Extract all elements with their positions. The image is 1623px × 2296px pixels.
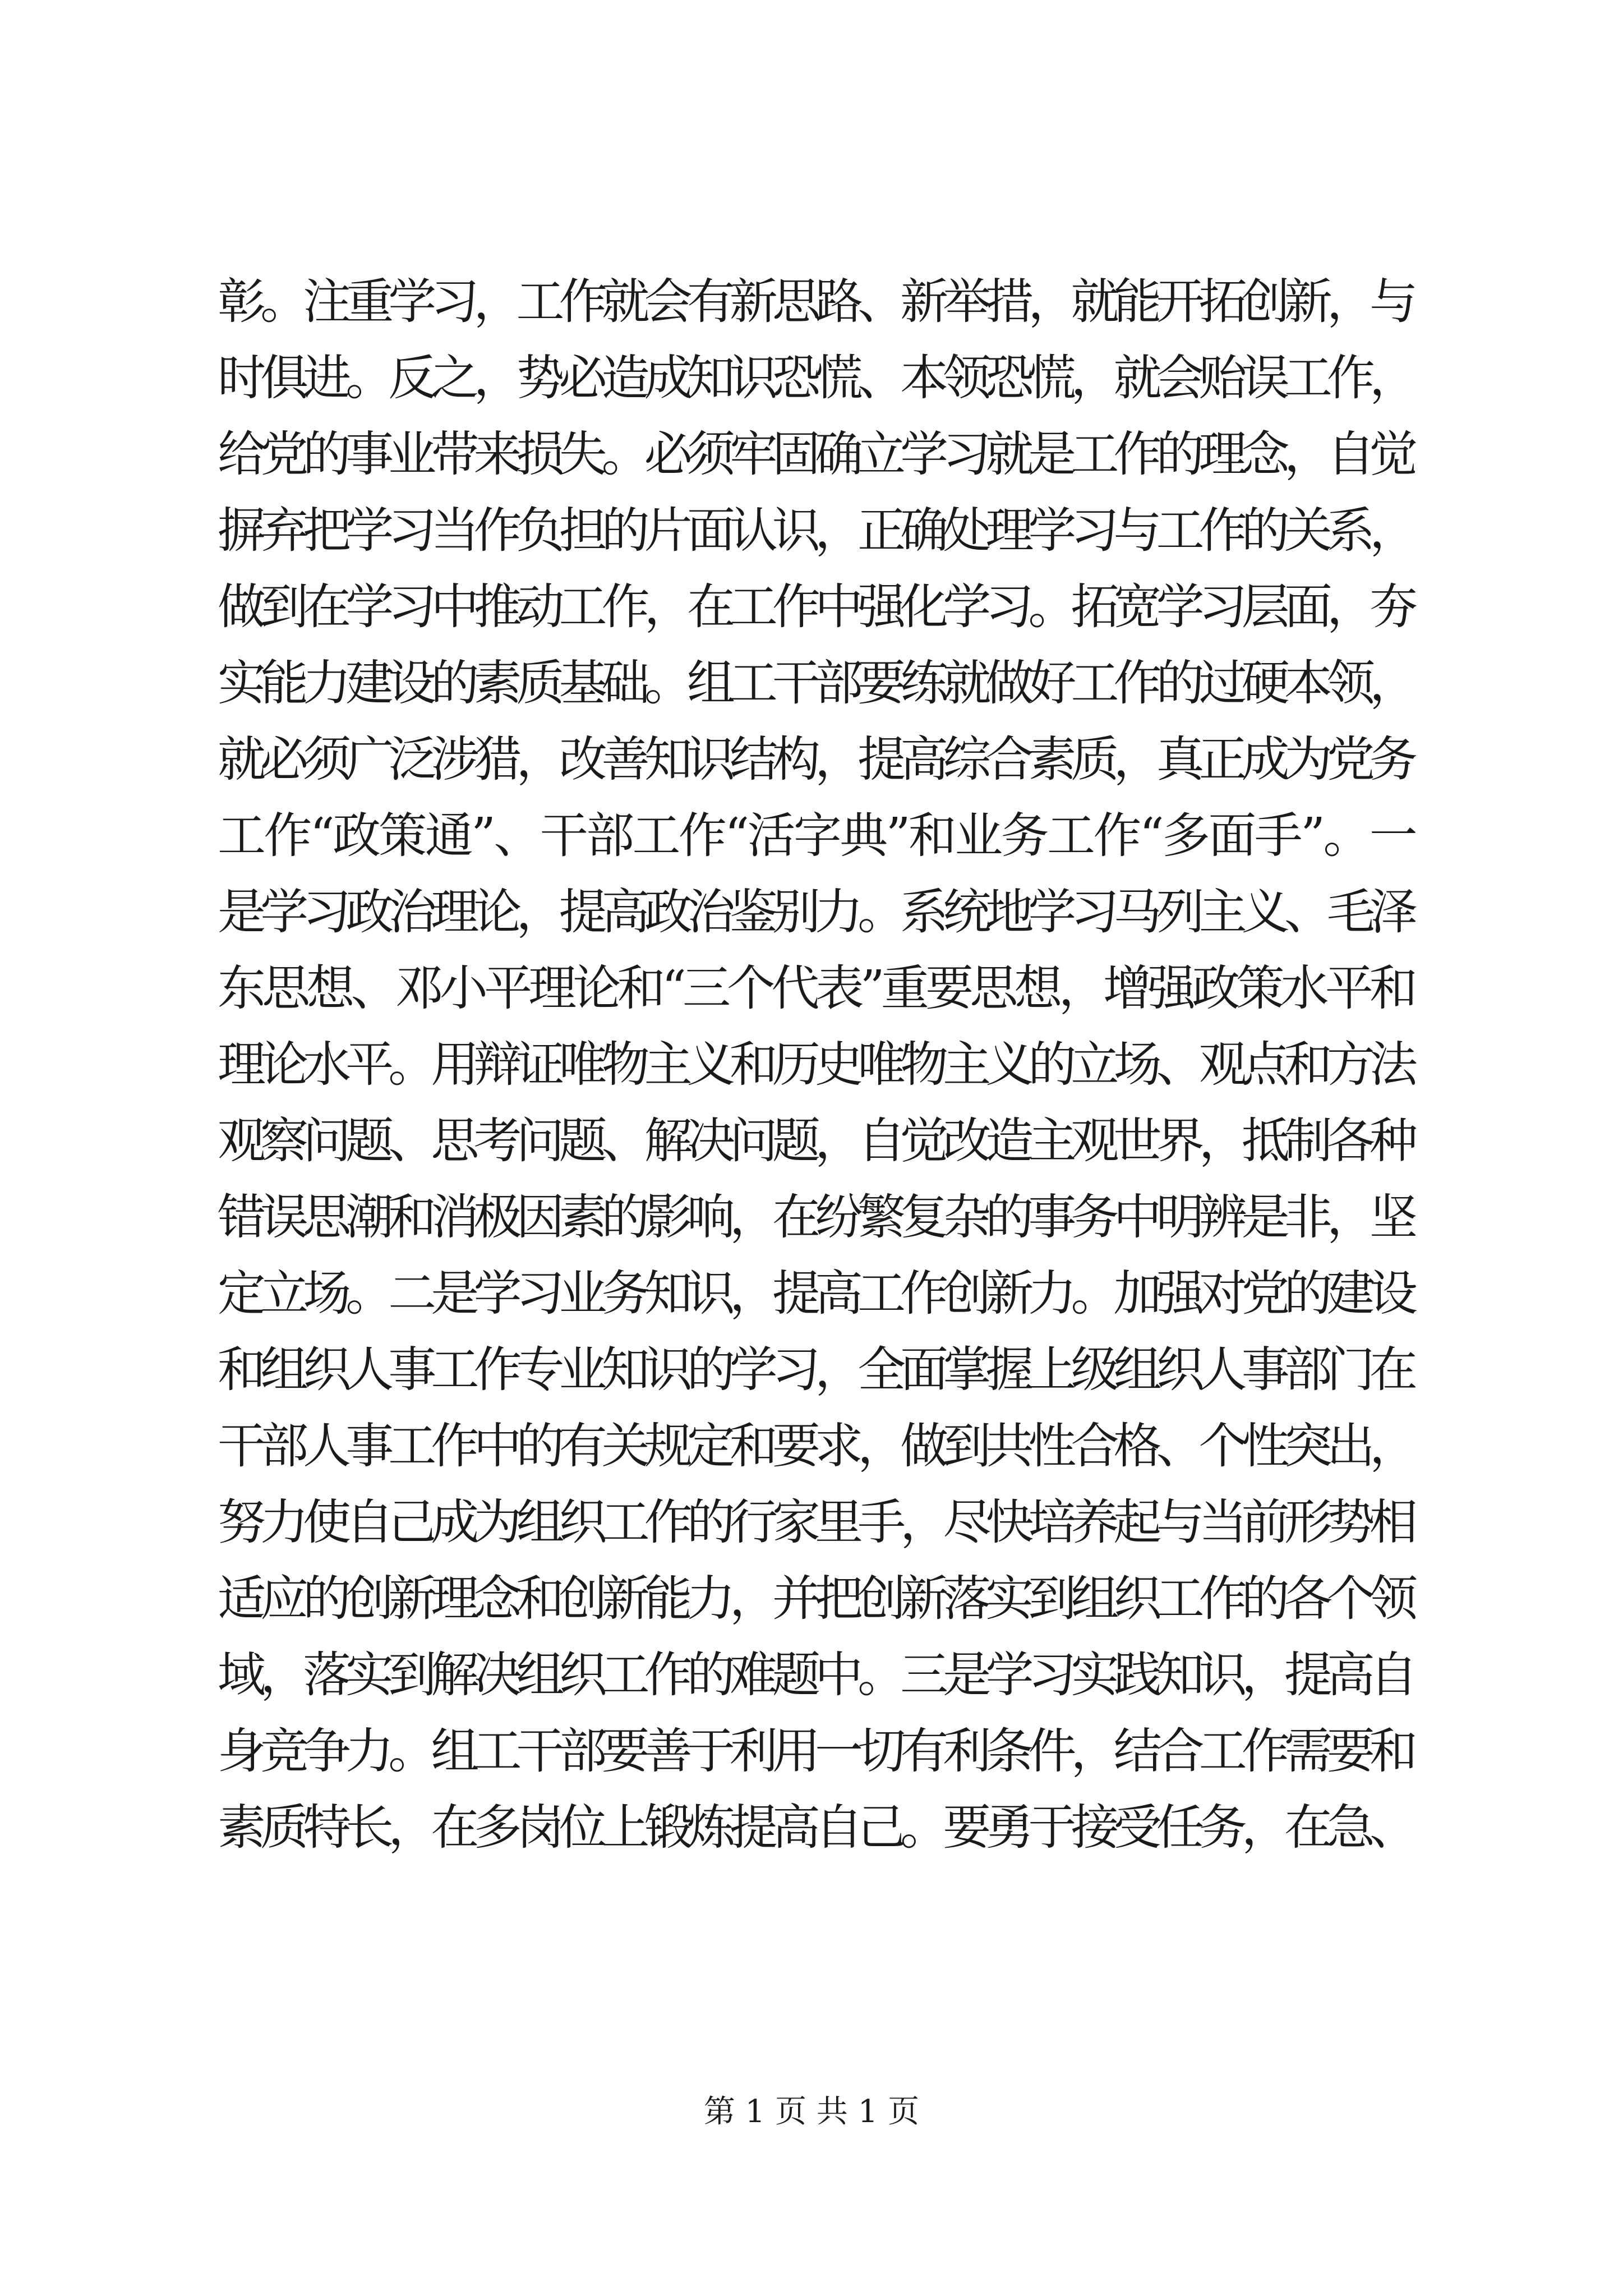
page-number-label: 第 1 页 共 1 页	[703, 2093, 920, 2130]
text-line: 素质特长，在多岗位上锻炼提高自己。要勇于接受任务，在急、	[218, 1800, 1413, 1856]
text-line: 适应的创新理念和创新能力，并把创新落实到组织工作的各个领	[218, 1571, 1413, 1627]
text-line: 努力使自己成为组织工作的行家里手，尽快培养起与当前形势相	[218, 1494, 1413, 1550]
text-line: 摒弃把学习当作负担的片面认识，正确处理学习与工作的关系，	[218, 503, 1413, 559]
text-line: 理论水平。用辩证唯物主义和历史唯物主义的立场、观点和方法	[218, 1037, 1413, 1093]
text-line: 工作“政策通”、干部工作“活字典”和业务工作“多面手”。一	[218, 808, 1416, 864]
text-line: 实能力建设的素质基础。组工干部要练就做好工作的过硬本领，	[218, 655, 1413, 711]
text-line: 干部人事工作中的有关规定和要求，做到共性合格、个性突出，	[218, 1418, 1413, 1474]
text-line: 定立场。二是学习业务知识，提高工作创新力。加强对党的建设	[218, 1266, 1413, 1322]
text-line: 就必须广泛涉猎，改善知识结构，提高综合素质，真正成为党务	[218, 731, 1413, 788]
text-line: 彰。注重学习，工作就会有新思路、新举措，就能开拓创新，与	[218, 274, 1413, 330]
text-line: 身竞争力。组工干部要善于利用一切有利条件，结合工作需要和	[218, 1723, 1413, 1779]
text-line: 错误思潮和消极因素的影响，在纷繁复杂的事务中明辨是非，坚	[218, 1189, 1413, 1245]
text-line: 做到在学习中推动工作，在工作中强化学习。拓宽学习层面，夯	[218, 579, 1413, 635]
text-line: 观察问题、思考问题、解决问题，自觉改造主观世界，抵制各种	[218, 1113, 1413, 1169]
text-line: 东思想、邓小平理论和“三个代表”重要思想，增强政策水平和	[218, 960, 1414, 1016]
text-line: 和组织人事工作专业知识的学习，全面掌握上级组织人事部门在	[218, 1342, 1413, 1398]
text-line: 给党的事业带来损失。必须牢固确立学习就是工作的理念，自觉	[218, 426, 1413, 482]
text-line: 域，落实到解决组织工作的难题中。三是学习实践知识，提高自	[218, 1647, 1413, 1703]
page-footer	[0, 2090, 1623, 2134]
text-line: 时俱进。反之，势必造成知识恐慌、本领恐慌，就会贻误工作，	[218, 350, 1413, 406]
body-paragraph	[218, 264, 1418, 1866]
text-line: 是学习政治理论，提高政治鉴别力。系统地学习马列主义、毛泽	[218, 884, 1413, 940]
